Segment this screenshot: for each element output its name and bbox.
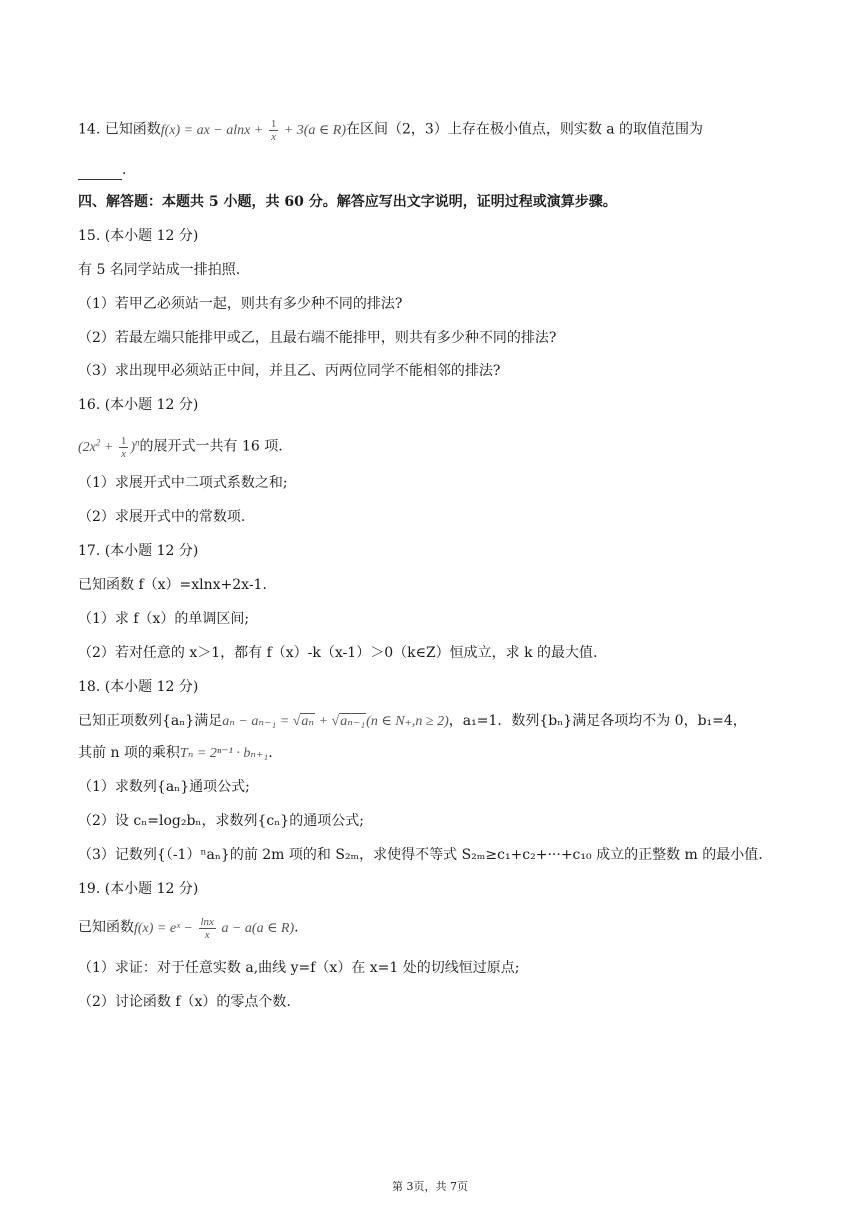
q17-part-2: （2）若对任意的 x＞1，都有 f（x）-k（x-1）＞0（k∈Z）恒成立，求 k 的最大值.: [78, 645, 598, 661]
q16-formula-c: ): [130, 439, 136, 455]
q14-answer-line: [78, 160, 800, 180]
q16-formula-sup: 2: [95, 437, 101, 447]
q16-formula: [78, 434, 140, 460]
q16-formula-b: +: [100, 439, 117, 455]
q19-formula-a: f(x) = eˣ −: [134, 920, 197, 936]
q18-part-3: （3）记数列{（-1）ⁿaₙ}的前 2m 项的和 S₂ₘ，求使得不等式 S₂ₘ≥c₁+c₂+···+c₁₀ 成立的正整数 m 的最小值.: [78, 847, 763, 863]
q19-header: 19. (本小题 12 分): [78, 881, 199, 897]
q14-frac-den: x: [271, 131, 276, 143]
q14-frac-num: 1: [270, 118, 277, 130]
q16-formula-n: n: [135, 437, 140, 447]
section-title: 四、解答题：本题共 5 小题，共 60 分。解答应写出文字说明，证明过程或演算步骤。: [78, 194, 617, 210]
q18-sqrt-2: aₙ₋₁: [340, 714, 366, 729]
q19-part-1: （1）求证：对于任意实数 a,曲线 y=f（x）在 x=1 处的切线恒过原点;: [78, 960, 520, 976]
q16-formula-a: (2x: [78, 439, 96, 455]
q14-end: .: [122, 162, 127, 178]
q18-formula-2: Tₙ = 2ⁿ⁻¹ · bₙ₊₁: [179, 746, 269, 761]
q19-stem-b: .: [294, 919, 299, 936]
q15-part-2: （2）若最左端只能排甲或乙，且最右端不能排甲，则共有多少种不同的排法?: [78, 330, 557, 346]
q16-part-2: （2）求展开式中的常数项.: [78, 509, 246, 525]
q15-part-3: （3）求出现甲必须站正中间，并且乙、丙两位同学不能相邻的排法?: [78, 363, 501, 379]
q17-stem: 已知函数 f（x）=xlnx+2x-1.: [78, 577, 267, 593]
q19-part-2: （2）讨论函数 f（x）的零点个数.: [78, 994, 291, 1010]
q19-formula-b: a − a(a ∈ R): [217, 920, 295, 936]
q18-formula-a: aₙ − aₙ₋₁ =: [222, 714, 293, 729]
q19-frac-den: x: [204, 929, 210, 941]
q18-part-2: （2）设 cₙ=log₂bₙ，求数列{cₙ}的通项公式;: [78, 813, 364, 829]
q18-formula-b: (n ∈ N₊,n ≥ 2): [366, 714, 449, 729]
q18-stem-line-2: [78, 743, 800, 764]
q19-stem-line: [78, 916, 800, 941]
q19-fraction: [199, 916, 216, 941]
q16-frac-den: x: [121, 447, 127, 460]
q18-stem-line-1: [78, 711, 800, 732]
q16-fraction: [119, 435, 129, 460]
q14-formula: [160, 118, 346, 143]
q18-stem-d: .: [268, 745, 273, 761]
q18-part-1: （1）求数列{aₙ}通项公式;: [78, 779, 250, 795]
q14-line: [78, 118, 800, 143]
q16-stem-line: [78, 432, 800, 460]
q14-prefix: 14. 已知函数: [78, 121, 161, 138]
q14-formula-a: f(x) = ax − alnx +: [160, 122, 267, 138]
q18-header: 18. (本小题 12 分): [78, 679, 199, 695]
q14-suffix: 在区间（2，3）上存在极小值点，则实数 a 的取值范围为: [346, 121, 704, 138]
q18-formula-1: aₙ − aₙ₋₁ = √aₙ + √aₙ₋₁(n ∈ N₊,n ≥ 2): [222, 714, 449, 729]
q19-formula: [134, 916, 295, 941]
q14-formula-b: + 3(a ∈ R): [280, 122, 346, 138]
q16-part-1: （1）求展开式中二项式系数之和;: [78, 475, 288, 491]
q16-header: 16. (本小题 12 分): [78, 397, 199, 413]
page-number: 第 3页，共 7页: [392, 1180, 468, 1193]
q19-stem-a: 已知函数: [78, 919, 134, 936]
q17-part-1: （1）求 f（x）的单调区间;: [78, 611, 250, 627]
q18-stem-c: 其前 n 项的乘积: [78, 745, 180, 761]
q17-header: 17. (本小题 12 分): [78, 543, 199, 559]
q18-stem-a: 已知正项数列{aₙ}满足: [78, 713, 223, 729]
q14-fraction: [269, 118, 279, 143]
q16-frac-num: 1: [120, 434, 127, 447]
q18-sqrt-1: aₙ: [301, 714, 315, 729]
q18-formula-plus: +: [315, 714, 332, 729]
q15-stem: 有 5 名同学站成一排拍照.: [78, 262, 241, 278]
q15-part-1: （1）若甲乙必须站一起，则共有多少种不同的排法?: [78, 296, 403, 312]
answer-blank[interactable]: [78, 165, 122, 180]
q18-stem-b: ，a₁=1．数列{bₙ}满足各项均不为 0，b₁=4，: [448, 713, 747, 729]
q19-frac-num: lnx: [200, 916, 214, 928]
q15-header: 15. (本小题 12 分): [78, 228, 199, 244]
q16-stem: 的展开式一共有 16 项.: [139, 438, 283, 455]
